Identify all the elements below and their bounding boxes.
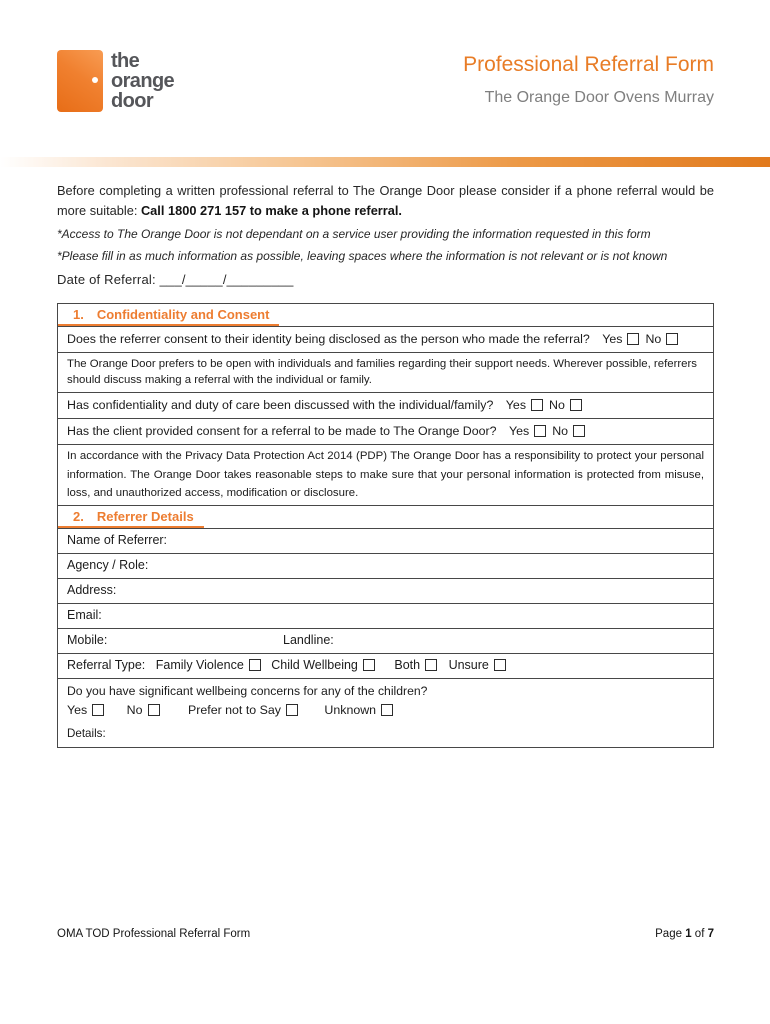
referral-type-label: Referral Type:: [67, 657, 146, 672]
q-referrer-consent-text: Does the referrer consent to their identity being disclosed as the person who made the referral?: [67, 332, 590, 346]
name-of-referrer-field[interactable]: Name of Referrer:: [58, 529, 713, 554]
details-field[interactable]: Details:: [67, 726, 106, 740]
q2-yes-label: Yes: [505, 398, 527, 412]
wellbeing-no: [127, 703, 160, 717]
intro-lead-text: Before completing a written professional referral to The Orange Door please consider if a phone referral would be more suitable:: [57, 183, 714, 218]
page-footer: [57, 928, 714, 940]
logo-word-orange: orange: [111, 70, 175, 92]
section1-heading: [58, 306, 279, 326]
wellbeing-no-checkbox[interactable]: [148, 704, 160, 716]
family-violence-checkbox[interactable]: [249, 659, 261, 671]
title-block: [463, 50, 714, 107]
section1-number: 1.: [73, 307, 84, 322]
logo-word-the: the: [111, 50, 140, 72]
mobile-field-label: Mobile:: [67, 632, 108, 647]
of-word: of: [691, 928, 708, 940]
q3-yes-label: Yes: [509, 424, 530, 438]
section2-number: 2.: [73, 508, 84, 524]
intro-note-access: *Access to The Orange Door is not dependant on a service user providing the information requested in this form: [57, 227, 651, 241]
logo-wordmark: [111, 50, 174, 112]
agency-role-field[interactable]: Agency / Role:: [58, 554, 713, 579]
q1-yes-label: Yes: [602, 332, 623, 346]
q2-yes-no-group: [500, 398, 582, 412]
q-confidentiality-row: [58, 393, 713, 419]
page-current: 1: [685, 928, 692, 940]
referral-type-both: [394, 658, 437, 672]
both-checkbox[interactable]: [425, 659, 437, 671]
section2-title: Referrer Details: [96, 508, 194, 524]
q3-yes-no-group: [503, 424, 585, 438]
wellbeing-unknown: [324, 703, 393, 717]
footer-document-name: OMA TOD Professional Referral Form: [57, 928, 251, 940]
intro-paragraph: [57, 181, 714, 220]
email-field[interactable]: Email:: [58, 604, 713, 629]
section2-header-row: [58, 506, 713, 529]
date-of-referral-field[interactable]: Date of Referral: ___/_____/_________: [57, 272, 294, 287]
q2-yes-checkbox[interactable]: [531, 399, 543, 411]
q-client-consent-row: [58, 419, 713, 445]
unknown-checkbox[interactable]: [381, 704, 393, 716]
page-title: Professional Referral Form: [463, 53, 714, 76]
wellbeing-no-label: No: [126, 702, 143, 717]
q3-no-label: No: [552, 424, 569, 438]
wellbeing-yes: [67, 703, 104, 717]
q-client-consent-text: Has the client provided consent for a referral to be made to The Orange Door?: [67, 424, 500, 438]
referral-type-child-wellbeing: [271, 658, 375, 672]
referral-form-table: [57, 303, 714, 748]
prefer-not-to-say-label: Prefer not to Say: [187, 702, 281, 717]
wellbeing-concerns-row: [58, 679, 713, 747]
intro-section: [57, 181, 714, 287]
page-number-indicator: [655, 928, 714, 940]
intro-note-fill: *Please fill in as much information as possible, leaving spaces where the information is not relevant or is not known: [57, 249, 668, 263]
wellbeing-options: [67, 703, 704, 717]
unknown-label: Unknown: [324, 702, 377, 717]
page-subtitle: The Orange Door Ovens Murray: [484, 89, 714, 106]
q1-yes-no-group: [596, 332, 678, 346]
wellbeing-yes-label: Yes: [67, 702, 88, 717]
door-handle-icon: [92, 77, 98, 83]
wellbeing-yes-checkbox[interactable]: [92, 704, 104, 716]
both-label: Both: [394, 657, 421, 672]
referral-type-family-violence: [156, 658, 261, 672]
q3-no-checkbox[interactable]: [573, 425, 585, 437]
page-header: [57, 50, 714, 112]
openness-note-row: The Orange Door prefers to be open with individuals and families regarding their support needs. Wherever possible, referrers should discuss making a referral with the individual or family.: [58, 353, 713, 393]
gradient-divider: [0, 157, 770, 167]
orange-door-logo: [57, 50, 174, 112]
phone-call-instruction: Call 1800 271 157 to make a phone referral.: [140, 202, 402, 218]
referral-type-unsure: [449, 658, 506, 672]
wellbeing-prefer-not: [188, 703, 298, 717]
child-wellbeing-label: Child Wellbeing: [271, 657, 358, 672]
q1-yes-checkbox[interactable]: [627, 333, 639, 345]
child-wellbeing-checkbox[interactable]: [363, 659, 375, 671]
q3-yes-checkbox[interactable]: [534, 425, 546, 437]
section1-title: Confidentiality and Consent: [96, 307, 270, 322]
logo-word-door: door: [111, 90, 154, 112]
referral-type-row: [58, 654, 713, 679]
section1-header-row: [58, 304, 713, 327]
unsure-checkbox[interactable]: [494, 659, 506, 671]
q2-no-label: No: [549, 398, 565, 412]
page-total: 7: [707, 928, 714, 940]
phone-fields-row[interactable]: [58, 629, 713, 654]
prefer-not-to-say-checkbox[interactable]: [286, 704, 298, 716]
q1-no-checkbox[interactable]: [666, 333, 678, 345]
q-referrer-consent-row: [58, 327, 713, 353]
privacy-note-row: In accordance with the Privacy Data Protection Act 2014 (PDP) The Orange Door has a responsibility to protect your personal information. The Orange Door takes reasonable steps to make sure that your personal information is protected from misuse, loss, and unauthorized access, modification or disclosure.: [58, 445, 713, 506]
page-word: Page: [655, 928, 686, 940]
landline-field-label: Landline:: [283, 632, 334, 647]
wellbeing-question: Do you have significant wellbeing concerns for any of the children?: [67, 683, 428, 698]
q1-no-label: No: [645, 332, 662, 346]
q2-no-checkbox[interactable]: [570, 399, 582, 411]
q-confidentiality-text: Has confidentiality and duty of care been discussed with the individual/family?: [67, 398, 497, 412]
family-violence-label: Family Violence: [155, 657, 244, 672]
section2-heading: [58, 508, 204, 528]
door-logo-icon: [57, 50, 103, 112]
address-field[interactable]: Address:: [58, 579, 713, 604]
unsure-label: Unsure: [448, 657, 489, 672]
